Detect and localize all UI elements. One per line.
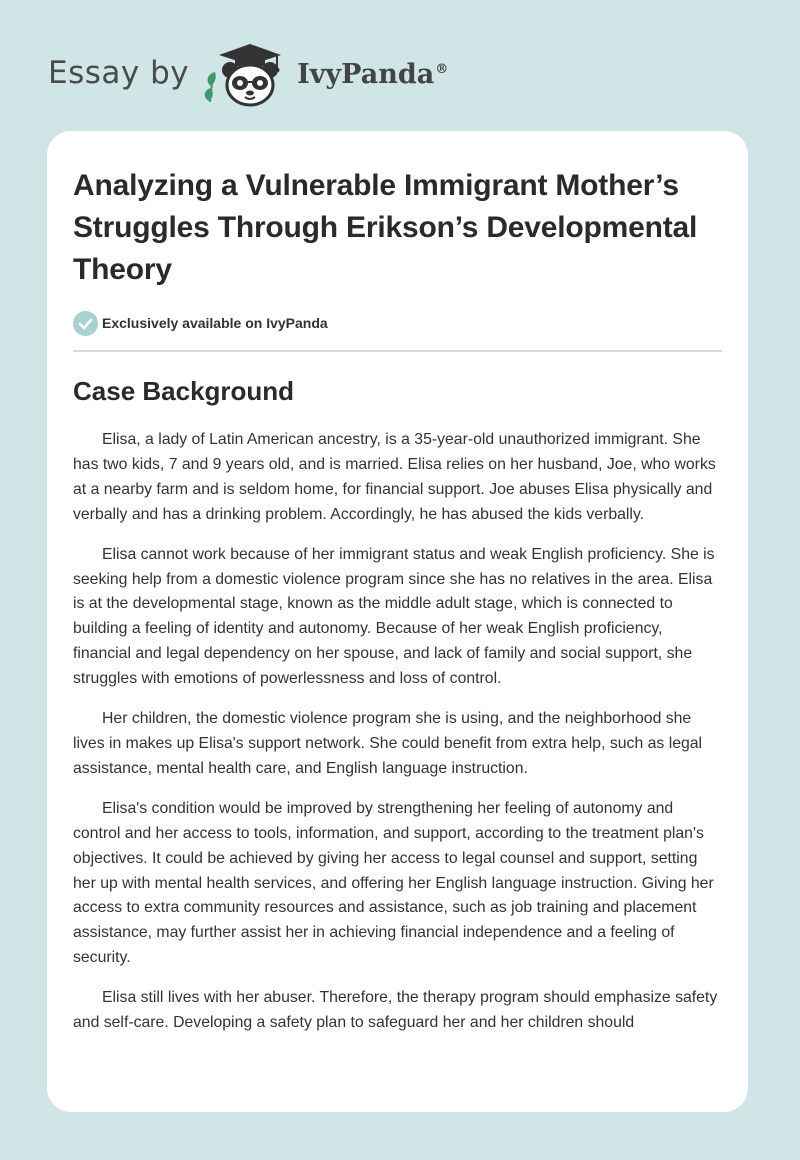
paragraph: Elisa cannot work because of her immigrant status and weak English proficiency. She is seeking help from a domestic violence program since she has no relatives in the area. Elisa is at the developmental stage, known as the middle adult stage, which is connected to building a feeling of identity and autonomy. Because of her weak English proficiency, financial and legal dependency on her spouse, and lack of family and social support, she struggles with emotions of powerlessness and loss of control.: [73, 545, 715, 688]
paragraph: Her children, the domestic violence program she is using, and the neighborhood she lives in makes up Elisa's support network. She could benefit from extra help, such as legal assistance, mental health care, and English language instruction.: [73, 710, 703, 777]
paragraph: Elisa, a lady of Latin American ancestry, is a 35-year-old unauthorized immigrant. She has two kids, 7 and 9 years old, and is married. Elisa relies on her husband, Joe, who works at a nearby farm and is seldom home, for financial support. Joe abuses Elisa physically and verbally and has a drinking problem. Accordingly, he has abused the kids verbally.: [73, 431, 716, 523]
section-heading: Case Background: [73, 376, 295, 406]
essay-body: [73, 428, 722, 1036]
paragraph: Elisa still lives with her abuser. Therefore, the therapy program should emphasize safety and self-care. Developing a safety plan to safeguard her and her children should: [73, 989, 718, 1032]
exclusive-badge: [73, 310, 722, 336]
check-circle-icon: [73, 311, 98, 336]
divider: [73, 350, 722, 352]
essay-title: Analyzing a Vulnerable Immigrant Mother’s Struggles Through Erikson’s Developmental Theory: [73, 169, 698, 286]
essay-card: [47, 131, 748, 1112]
paragraph: Elisa's condition would be improved by strengthening her feeling of autonomy and control and her access to tools, information, and support, according to the treatment plan's objectives. It could be achieved by giving her access to legal counsel and support, setting her up with mental health services, and offering her English language instruction. Giving her access to extra community resources and assistance, such as job training and placement assistance, may further assist her in achieving financial independence and a feeling of security.: [73, 799, 714, 967]
ivypanda-logo-icon[interactable]: [199, 38, 295, 108]
essay-by-label: Essay by: [48, 55, 190, 91]
ivypanda-wordmark[interactable]: IvyPanda®: [297, 58, 449, 90]
exclusive-label: Exclusively available on IvyPanda: [102, 315, 328, 331]
brand-header: [48, 38, 508, 108]
